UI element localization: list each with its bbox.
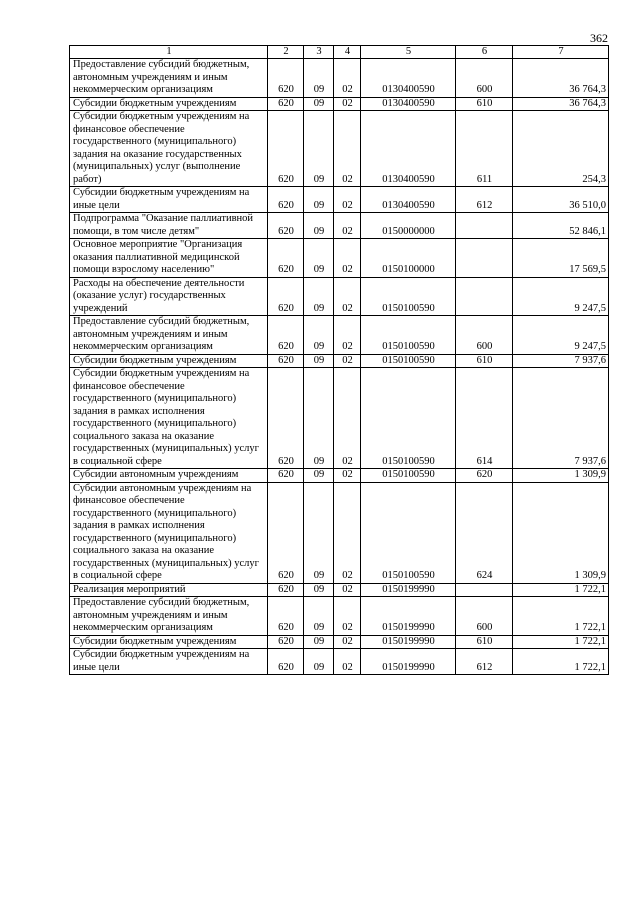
row-name-cell: Предоставление субсидий бюджетным, автономным учреждениям и иным некоммерческим организациям: [70, 597, 268, 636]
row-section-cell: 09: [304, 97, 334, 111]
row-section-cell: 09: [304, 239, 334, 278]
row-amount-cell: 1 722,1: [513, 583, 609, 597]
row-target-article-cell: 0130400590: [361, 187, 456, 213]
table-row: [70, 469, 609, 483]
row-section-cell: 09: [304, 583, 334, 597]
row-code-cell: 620: [268, 111, 304, 187]
header-cell: 1: [70, 46, 268, 59]
budget-table: [69, 45, 609, 675]
row-code-cell: 620: [268, 316, 304, 355]
table-row: [70, 239, 609, 278]
row-target-article-cell: 0150199990: [361, 597, 456, 636]
row-expense-type-cell: 610: [456, 97, 513, 111]
row-expense-type-cell: 610: [456, 635, 513, 649]
row-target-article-cell: 0150199990: [361, 649, 456, 675]
header-cell: 7: [513, 46, 609, 59]
row-subsection-cell: 02: [334, 354, 361, 368]
row-code-cell: 620: [268, 597, 304, 636]
table-row: [70, 482, 609, 583]
row-target-article-cell: 0150100590: [361, 277, 456, 316]
row-subsection-cell: 02: [334, 59, 361, 98]
row-section-cell: 09: [304, 354, 334, 368]
row-section-cell: 09: [304, 649, 334, 675]
page-number: 362: [590, 31, 608, 45]
table-row: [70, 649, 609, 675]
row-subsection-cell: 02: [334, 635, 361, 649]
table-row: [70, 316, 609, 355]
row-name-cell: Субсидии бюджетным учреждениям: [70, 97, 268, 111]
row-expense-type-cell: 612: [456, 187, 513, 213]
row-section-cell: 09: [304, 111, 334, 187]
row-expense-type-cell: 600: [456, 597, 513, 636]
row-expense-type-cell: 612: [456, 649, 513, 675]
row-code-cell: 620: [268, 187, 304, 213]
row-name-cell: Субсидии бюджетным учреждениям на финансовое обеспечение государственного (муниципального) задания в рамках исполнения государственного (муниципального) социального заказа на оказание государственных (муниципальных) услуг в социальной сфере: [70, 368, 268, 469]
row-subsection-cell: 02: [334, 649, 361, 675]
table-row: [70, 213, 609, 239]
row-section-cell: 09: [304, 213, 334, 239]
row-subsection-cell: 02: [334, 482, 361, 583]
row-expense-type-cell: [456, 213, 513, 239]
row-name-cell: Расходы на обеспечение деятельности (оказание услуг) государственных учреждений: [70, 277, 268, 316]
row-target-article-cell: 0130400590: [361, 59, 456, 98]
row-amount-cell: 36 764,3: [513, 97, 609, 111]
row-name-cell: Предоставление субсидий бюджетным, автономным учреждениям и иным некоммерческим организациям: [70, 316, 268, 355]
row-code-cell: 620: [268, 277, 304, 316]
row-target-article-cell: 0150000000: [361, 213, 456, 239]
row-name-cell: Субсидии автономным учреждениям на финансовое обеспечение государственного (муниципального) задания в рамках исполнения государственного (муниципального) социального заказа на оказание государственных (муниципальных) услуг в социальной сфере: [70, 482, 268, 583]
row-subsection-cell: 02: [334, 583, 361, 597]
table-row: [70, 187, 609, 213]
row-section-cell: 09: [304, 469, 334, 483]
row-code-cell: 620: [268, 635, 304, 649]
row-amount-cell: 1 309,9: [513, 469, 609, 483]
row-code-cell: 620: [268, 354, 304, 368]
row-subsection-cell: 02: [334, 597, 361, 636]
row-subsection-cell: 02: [334, 213, 361, 239]
row-amount-cell: 7 937,6: [513, 354, 609, 368]
row-subsection-cell: 02: [334, 316, 361, 355]
row-subsection-cell: 02: [334, 368, 361, 469]
table-row: [70, 583, 609, 597]
row-expense-type-cell: [456, 277, 513, 316]
header-cell: 5: [361, 46, 456, 59]
row-amount-cell: 9 247,5: [513, 316, 609, 355]
row-expense-type-cell: 620: [456, 469, 513, 483]
row-target-article-cell: 0150199990: [361, 635, 456, 649]
row-code-cell: 620: [268, 97, 304, 111]
row-code-cell: 620: [268, 482, 304, 583]
row-target-article-cell: 0130400590: [361, 111, 456, 187]
row-section-cell: 09: [304, 482, 334, 583]
row-code-cell: 620: [268, 59, 304, 98]
row-expense-type-cell: [456, 583, 513, 597]
row-expense-type-cell: [456, 239, 513, 278]
row-amount-cell: 1 722,1: [513, 649, 609, 675]
row-subsection-cell: 02: [334, 187, 361, 213]
row-expense-type-cell: 600: [456, 59, 513, 98]
row-name-cell: Субсидии бюджетным учреждениям: [70, 354, 268, 368]
row-section-cell: 09: [304, 368, 334, 469]
row-expense-type-cell: 624: [456, 482, 513, 583]
row-name-cell: Основное мероприятие "Организация оказания паллиативной медицинской помощи взрослому населению": [70, 239, 268, 278]
row-name-cell: Субсидии бюджетным учреждениям на иные цели: [70, 649, 268, 675]
table-row: [70, 97, 609, 111]
table-row: [70, 111, 609, 187]
table-header-row: [70, 46, 609, 59]
row-amount-cell: 52 846,1: [513, 213, 609, 239]
row-code-cell: 620: [268, 239, 304, 278]
row-target-article-cell: 0150100590: [361, 316, 456, 355]
table-row: [70, 354, 609, 368]
table-row: [70, 277, 609, 316]
table-row: [70, 59, 609, 98]
row-section-cell: 09: [304, 316, 334, 355]
row-code-cell: 620: [268, 368, 304, 469]
row-name-cell: Реализация мероприятий: [70, 583, 268, 597]
header-cell: 3: [304, 46, 334, 59]
row-subsection-cell: 02: [334, 111, 361, 187]
row-target-article-cell: 0130400590: [361, 97, 456, 111]
row-target-article-cell: 0150100000: [361, 239, 456, 278]
row-amount-cell: 36 764,3: [513, 59, 609, 98]
row-target-article-cell: 0150199990: [361, 583, 456, 597]
table-row: [70, 597, 609, 636]
row-amount-cell: 1 722,1: [513, 597, 609, 636]
header-cell: 6: [456, 46, 513, 59]
row-name-cell: Подпрограмма "Оказание паллиативной помощи, в том числе детям": [70, 213, 268, 239]
row-subsection-cell: 02: [334, 239, 361, 278]
row-name-cell: Субсидии бюджетным учреждениям на иные цели: [70, 187, 268, 213]
row-target-article-cell: 0150100590: [361, 354, 456, 368]
row-code-cell: 620: [268, 583, 304, 597]
row-amount-cell: 1 722,1: [513, 635, 609, 649]
row-target-article-cell: 0150100590: [361, 482, 456, 583]
row-subsection-cell: 02: [334, 277, 361, 316]
row-target-article-cell: 0150100590: [361, 469, 456, 483]
row-amount-cell: 7 937,6: [513, 368, 609, 469]
row-code-cell: 620: [268, 213, 304, 239]
row-code-cell: 620: [268, 649, 304, 675]
row-amount-cell: 1 309,9: [513, 482, 609, 583]
row-name-cell: Предоставление субсидий бюджетным, автономным учреждениям и иным некоммерческим организациям: [70, 59, 268, 98]
row-target-article-cell: 0150100590: [361, 368, 456, 469]
table-row: [70, 368, 609, 469]
header-cell: 4: [334, 46, 361, 59]
row-section-cell: 09: [304, 277, 334, 316]
row-name-cell: Субсидии бюджетным учреждениям: [70, 635, 268, 649]
table-row: [70, 635, 609, 649]
row-name-cell: Субсидии бюджетным учреждениям на финансовое обеспечение государственного (муниципального) задания на оказание государственных (муниципальных) услуг (выполнение работ): [70, 111, 268, 187]
row-expense-type-cell: 614: [456, 368, 513, 469]
row-name-cell: Субсидии автономным учреждениям: [70, 469, 268, 483]
row-expense-type-cell: 600: [456, 316, 513, 355]
row-code-cell: 620: [268, 469, 304, 483]
row-section-cell: 09: [304, 597, 334, 636]
row-amount-cell: 17 569,5: [513, 239, 609, 278]
row-expense-type-cell: 610: [456, 354, 513, 368]
row-section-cell: 09: [304, 635, 334, 649]
row-section-cell: 09: [304, 187, 334, 213]
row-amount-cell: 9 247,5: [513, 277, 609, 316]
row-expense-type-cell: 611: [456, 111, 513, 187]
row-subsection-cell: 02: [334, 469, 361, 483]
row-subsection-cell: 02: [334, 97, 361, 111]
row-amount-cell: 36 510,0: [513, 187, 609, 213]
header-cell: 2: [268, 46, 304, 59]
row-amount-cell: 254,3: [513, 111, 609, 187]
row-section-cell: 09: [304, 59, 334, 98]
